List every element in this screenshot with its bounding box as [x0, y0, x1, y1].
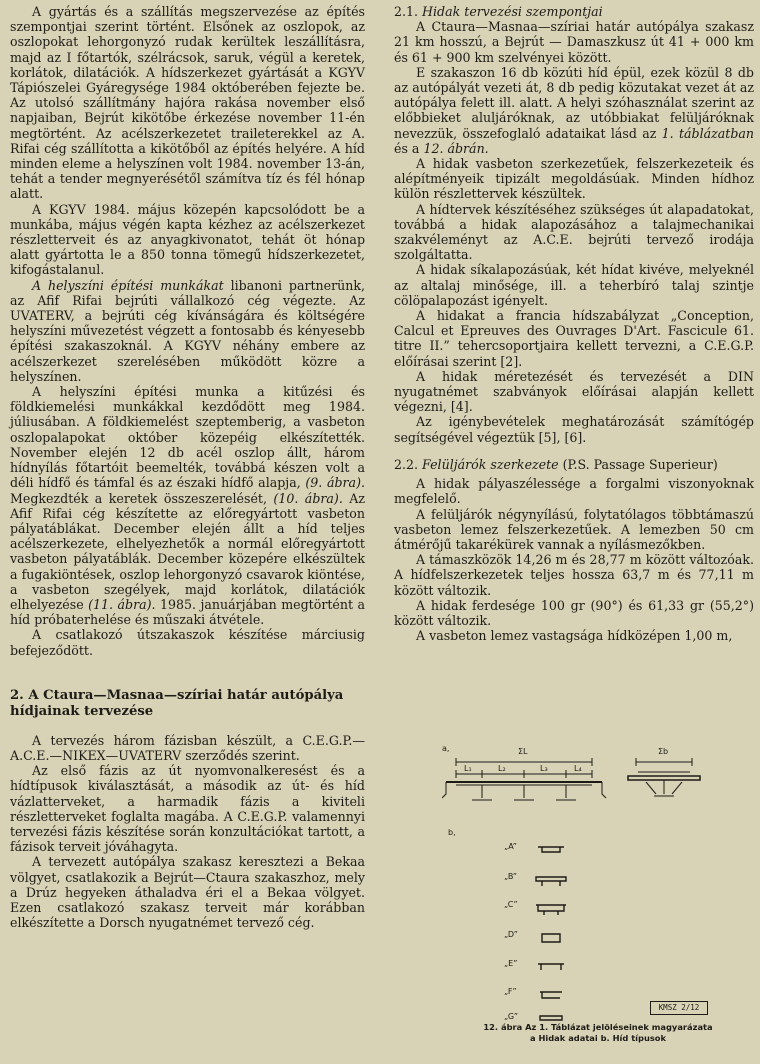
paragraph: A KGYV 1984. május közepén kapcsolódott be a munkába, május végén kapta kézhez az acélszerkezet részletterveit és az anyagkivonatot, tehát öt hónap alatt gyártotta le a 850 tonna tömegű hídszerkezetet, kifogástalanul. [10, 201, 365, 278]
dimension-label: L₂ [498, 764, 506, 773]
subsection-number: 2.2. [394, 456, 423, 472]
type-label-f: „F” [504, 987, 517, 996]
paragraph: A hidak pályaszélessége a forgalmi viszonyoknak megfelelő. [394, 476, 754, 507]
dimension-label: Σb [658, 747, 669, 756]
caption-line: 12. ábra Az 1. Táblázat jelöléseinek magyarázata [483, 1022, 713, 1032]
dimension-label: L₃ [540, 764, 548, 773]
text-run: A helyszíni építési munka a kitűzési és földkiemelési munkákkal kezdődött meg 1984. júliusában. A földkiemelést szeptemberig, a vasbeton oszlopalapokat október közepéig elkészítették. November elején 12 db acél oszlop állt, három hídnyílás főtartóit beemelték, továbbá készen volt a déli hídfő és támfal és az északi hídfő alapja, [10, 384, 365, 491]
type-label-a: „A” [504, 842, 517, 851]
figure-ref: (10. ábra). [273, 490, 343, 506]
subsection-heading [394, 457, 754, 472]
figure-ref: 12. ábrán. [423, 140, 489, 156]
figure-caption [442, 1022, 754, 1044]
figure-label-a: a, [442, 744, 450, 753]
text-run: 1985. januárjában megtörtént a híd próbaterhelése és műszaki átvétele. [10, 596, 365, 628]
paragraph: A felüljárók négynyílású, folytatólagos többtámaszú vasbeton lemez felszerkezetűek. A lemezben 50 cm átmérőjű takarékürek vannak a nyílásmezőkben. [394, 506, 754, 552]
paragraph: Az igénybevételek meghatározását számítógép segítségével végeztük [5], [6]. [394, 414, 754, 445]
subsection-number: 2.1. [394, 4, 423, 19]
paragraph [394, 65, 754, 156]
paragraph [10, 278, 365, 384]
type-label-d: „D” [504, 930, 518, 939]
table-ref: 1. táblázatban [661, 125, 754, 141]
paragraph: A hidak méretezését és tervezését a DIN nyugatnémet szabványok előírásai alapján kellett végezni, [4]. [394, 368, 754, 415]
dimension-label: L₄ [574, 764, 582, 773]
paragraph: Az első fázis az út nyomvonalkeresést és a hídtípusok kiválasztását, a második az út- és híd vázlatterveket, a harmadik fázis a kiviteli részletterveket foglalta magába. A C.E.G.P. valamennyi tervezési fázis készítése során konzultációkat tartott, a fázisok terveit jóváhagyta. [10, 763, 365, 855]
drawing-stamp: KMSZ 2/12 [650, 1001, 708, 1015]
type-glyphs [536, 847, 566, 1020]
paragraph: A támaszközök 14,26 m és 28,77 m között változóak. A hídfelszerkezetek teljes hossza 63,7 m és 77,11 m között változik. [394, 552, 754, 598]
paragraph: A csatlakozó útszakaszok készítése márciusig befejeződött. [10, 627, 365, 658]
text-run: és a [394, 140, 424, 156]
section-heading: 2. A Ctaura—Masnaa—szíriai határ autópálya hídjainak tervezése [10, 687, 344, 720]
right-column [394, 4, 754, 643]
subsection-title: Hidak tervezési szempontjai [422, 4, 603, 19]
caption-line: a Hidak adatai b. Híd típusok [529, 1033, 667, 1043]
left-column [10, 4, 365, 930]
text-run: libanoni partnerünk, az Afif Rifai bejrúti vállalkozó cég végezte. Az UVATERV, a bejrúti cég kívánságára és költségére helyszíni művezetést végzett a fontosabb és kényesebb építési szakaszoknál. A KGYV néhány embere az acélszerkezet szerelésében működött közre a helyszínen. [10, 277, 365, 384]
type-label-e: „E” [504, 959, 518, 968]
paragraph: A hidakat a francia hídszabályzat „Conception, Calcul et Epreuves des Ouvrages D'Art. Fascicule 61. titre II.” tehercsoportjaira kellett tervezni, a C.E.G.P. előírásai szerint [2]. [394, 308, 754, 369]
bridge-type-diagram [442, 744, 754, 1022]
paragraph: A tervezés három fázisban készült, a C.E.G.P.— A.C.E.—NIKEX—UVATERV szerződés szerint. [10, 732, 365, 763]
italic-phrase: A helyszíni építési munkákat [32, 277, 224, 293]
figure-label-b: b, [448, 828, 456, 837]
figure-ref: (9. ábra). [305, 475, 365, 491]
paragraph [10, 384, 365, 627]
text-run: Megkezdték a keretek összeszerelését, [10, 490, 274, 506]
text-run: E szakaszon 16 db közúti híd épül, ezek közül 8 db az autópályát vezeti át, 8 db pedig közutakat vezet át az autópálya felett ill. alatt. A helyi szóhasználat szerint az előbbieket aluljáróknak, az utóbbiakat felüljáróknak nevezzük, összefoglaló adataikat lásd az [394, 64, 754, 141]
subsection-title: Felüljárók szerkezete [422, 456, 559, 472]
dimension-label: ΣL [518, 747, 528, 756]
paragraph: A Ctaura—Masnaa—szíriai határ autópálya szakasz 21 km hosszú, a Bejrút — Damaszkusz út 41 + 000 km és 61 + 900 km szelvényei között. [394, 19, 754, 65]
type-label-g: „G” [504, 1012, 519, 1021]
figure-12 [442, 744, 754, 1044]
paragraph: A vasbeton lemez vastagsága hídközépen 1,00 m, [416, 628, 733, 644]
dimension-label: L₁ [464, 764, 472, 773]
paragraph: A hídtervek készítéséhez szükséges út alapadatokat, továbbá a hidak alapozásához a talajmechanikai szakvéleményt az A.C.E. bejrúti tervező irodája szolgáltatta. [394, 201, 754, 263]
paragraph: A hidak vasbeton szerkezetűek, felszerkezeteik és alépítményeik tipizált megoldásúak. Minden hídhoz külön részlettervek készültek. [394, 156, 754, 202]
type-label-b: „B” [504, 872, 518, 881]
type-label-c: „C” [504, 900, 518, 909]
paragraph: A tervezett autópálya szakasz keresztezi a Bekaa völgyet, csatlakozik a Bejrút—Ctaura szakaszhoz, mely a Drúz hegyeken áthaladva éri el a Bekaa völgyet. Ezen csatlakozó szakasz terveit már korábban elkészítette a Dorsch nyugatnémet tervező cég. [10, 854, 365, 931]
subsection-suffix: (P.S. Passage Superieur) [558, 456, 718, 472]
section-slab [628, 776, 700, 780]
text-run: Az Afif Rifai cég készítette az előregyártott vasbeton pályatáblákat. December elején állt a híd teljes acélszerkezete, elhelyezhetők a normál előregyártott vasbeton pályatáblák. December közepére elkészültek a fugakiöntések, oszlop lehorgonyzó csavarok kiöntése, a vasbeton szegélyek, majd korlátok, dilatációk elhelyezése [10, 490, 366, 612]
figure-ref: (11. ábra). [88, 596, 156, 612]
paragraph: A gyártás és a szállítás megszervezése az építés szempontjai szerint történt. Elsőnek az oszlopok, az oszlopokat lehorgonyzó rudak kerültek leszállításra, majd az I főtartók, szélrácsok, saruk, végül a keretek, korlátok, dilatációk. A hídszerkezet gyártását a KGYV Tápiószelei Gyáregysége 1984 októberében fejezte be. Az utolsó szállítmány hajóra rakása november első napjaiban, Bejrút kikötőbe érkezése november 11-én megtörtént. Az acélszerkezetet traileterekkel az A. Rifai cég szállította a kikötőből az építés helyére. A híd minden eleme a helyszínen volt 1984. november 13-án, tehát a tender megnyerésétől számítva tíz és fél hónap alatt. [10, 4, 365, 202]
paragraph: A hidak ferdesége 100 gr (90°) és 61,33 gr (55,2°) között változik. [394, 597, 754, 628]
subsection-heading [394, 4, 754, 19]
paragraph: A hidak síkalapozásúak, két hídat kivéve, melyeknél az altalaj minősége, ill. a teherbíró talaj szintje cölöpalapozást igényelt. [394, 262, 754, 308]
